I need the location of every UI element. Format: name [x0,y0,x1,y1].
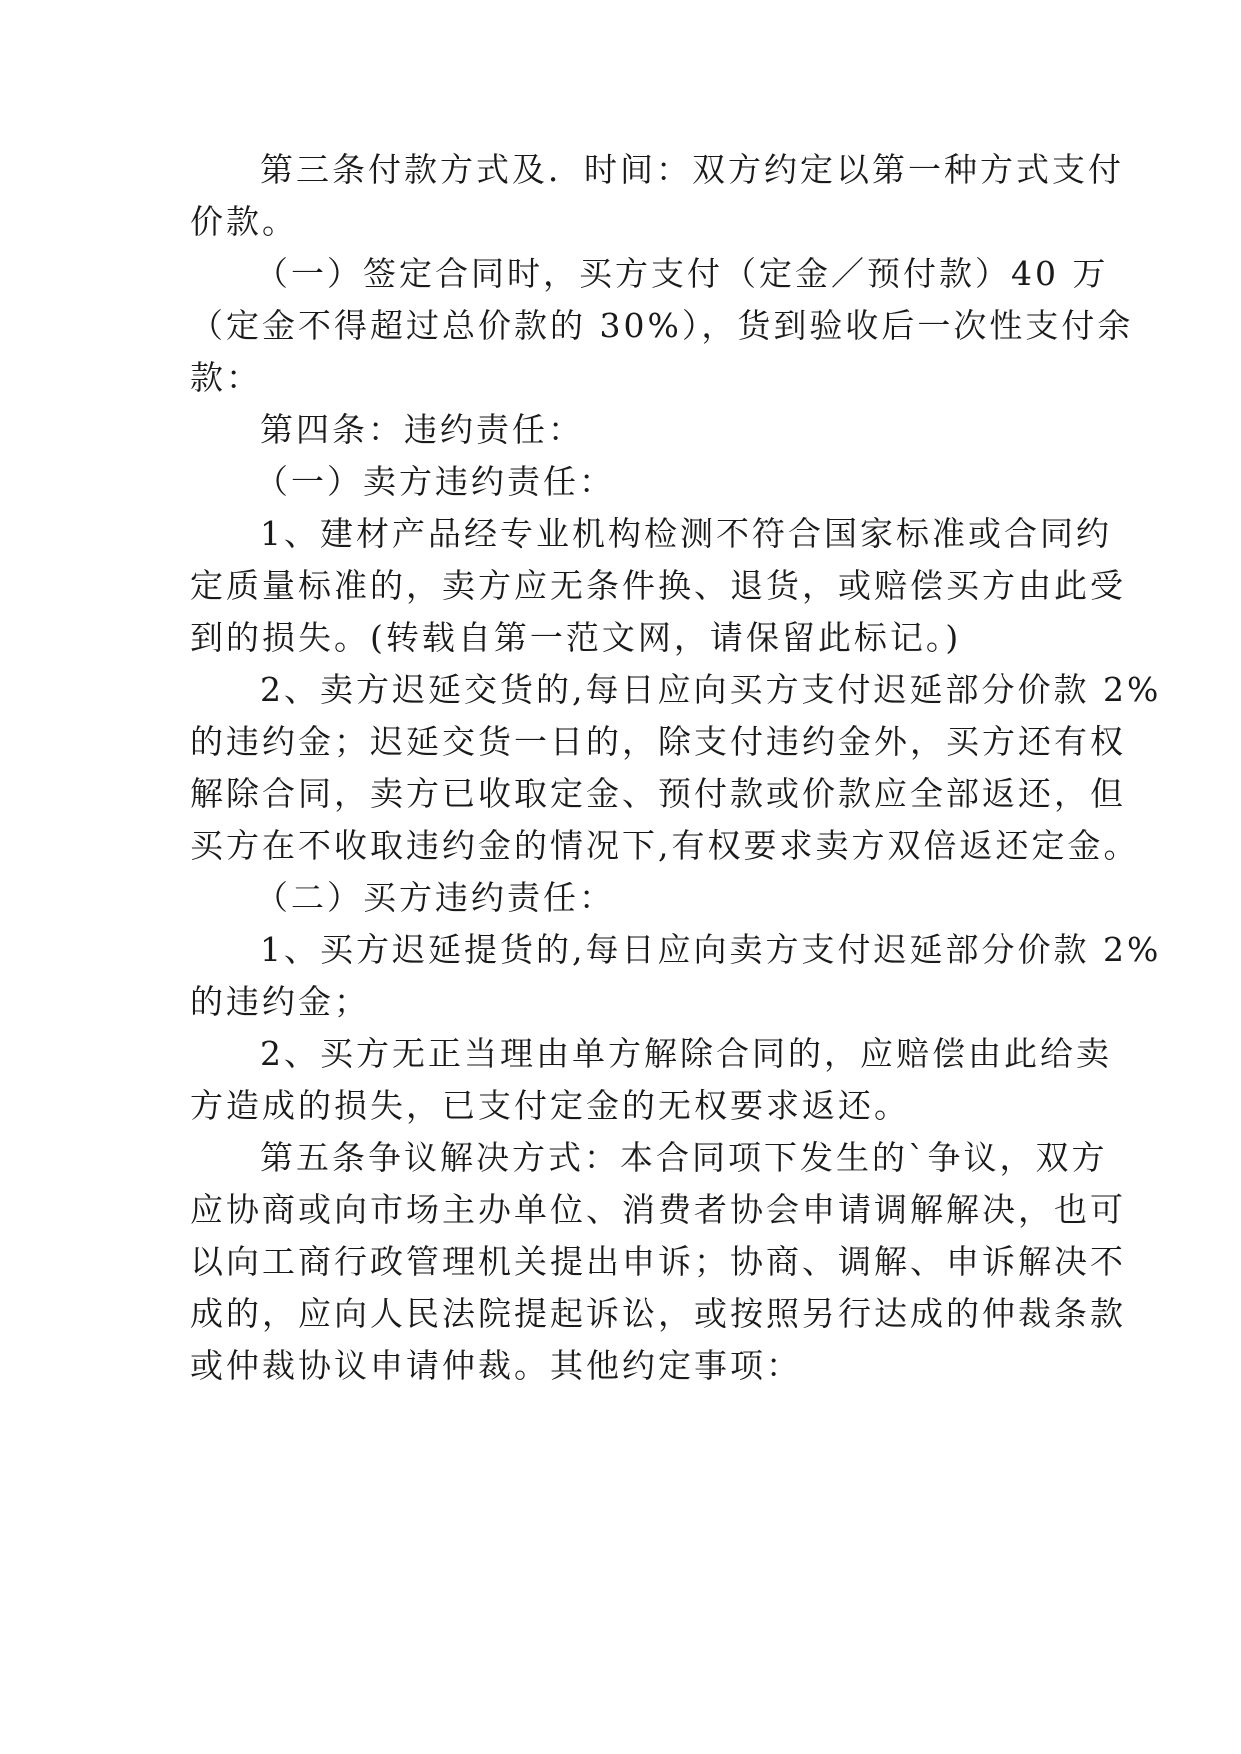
text-line: （定金不得超过总价款的 30%），货到验收后一次性支付余 [190,306,1134,345]
text-line: 的违约金； [190,982,370,1021]
text-line: 1、买方迟延提货的,每日应向卖方支付迟延部分价款 2% [260,930,1162,969]
text-line: 到的损失。(转载自第一范文网，请保留此标记。) [190,618,962,657]
subsection-heading: （一）卖方违约责任： [255,462,615,501]
text-line: 第三条付款方式及．时间：双方约定以第一种方式支付 [260,150,1124,189]
text-line: 的违约金；迟延交货一日的，除支付违约金外，买方还有权 [190,722,1126,761]
section-heading: 第四条：违约责任： [260,410,584,449]
text-line: 1、建材产品经专业机构检测不符合国家标准或合同约 [260,514,1112,553]
text-line: 价款。 [190,202,298,241]
text-line: 成的，应向人民法院提起诉讼，或按照另行达成的仲裁条款 [190,1294,1126,1333]
text-line: （一）签定合同时，买方支付（定金／预付款）40 万 [255,254,1109,293]
text-line: 2、卖方迟延交货的,每日应向买方支付迟延部分价款 2% [260,670,1162,709]
text-line: 解除合同，卖方已收取定金、预付款或价款应全部返还，但 [190,774,1126,813]
text-line: 应协商或向市场主办单位、消费者协会申请调解解决，也可 [190,1190,1126,1229]
text-line: 定质量标准的，卖方应无条件换、退货，或赔偿买方由此受 [190,566,1126,605]
text-line: 第五条争议解决方式：本合同项下发生的`争议，双方 [260,1138,1108,1177]
subsection-heading: （二）买方违约责任： [255,878,615,917]
text-line: 或仲裁协议申请仲裁。其他约定事项： [190,1346,802,1385]
text-line: 2、买方无正当理由单方解除合同的，应赔偿由此给卖 [260,1034,1112,1073]
text-line: 方造成的损失，已支付定金的无权要求返还。 [190,1086,910,1125]
text-line: 买方在不收取违约金的情况下,有权要求卖方双倍返还定金。 [190,826,1140,865]
text-line: 以向工商行政管理机关提出申诉；协商、调解、申诉解决不 [190,1242,1126,1281]
text-line: 款： [190,358,262,397]
